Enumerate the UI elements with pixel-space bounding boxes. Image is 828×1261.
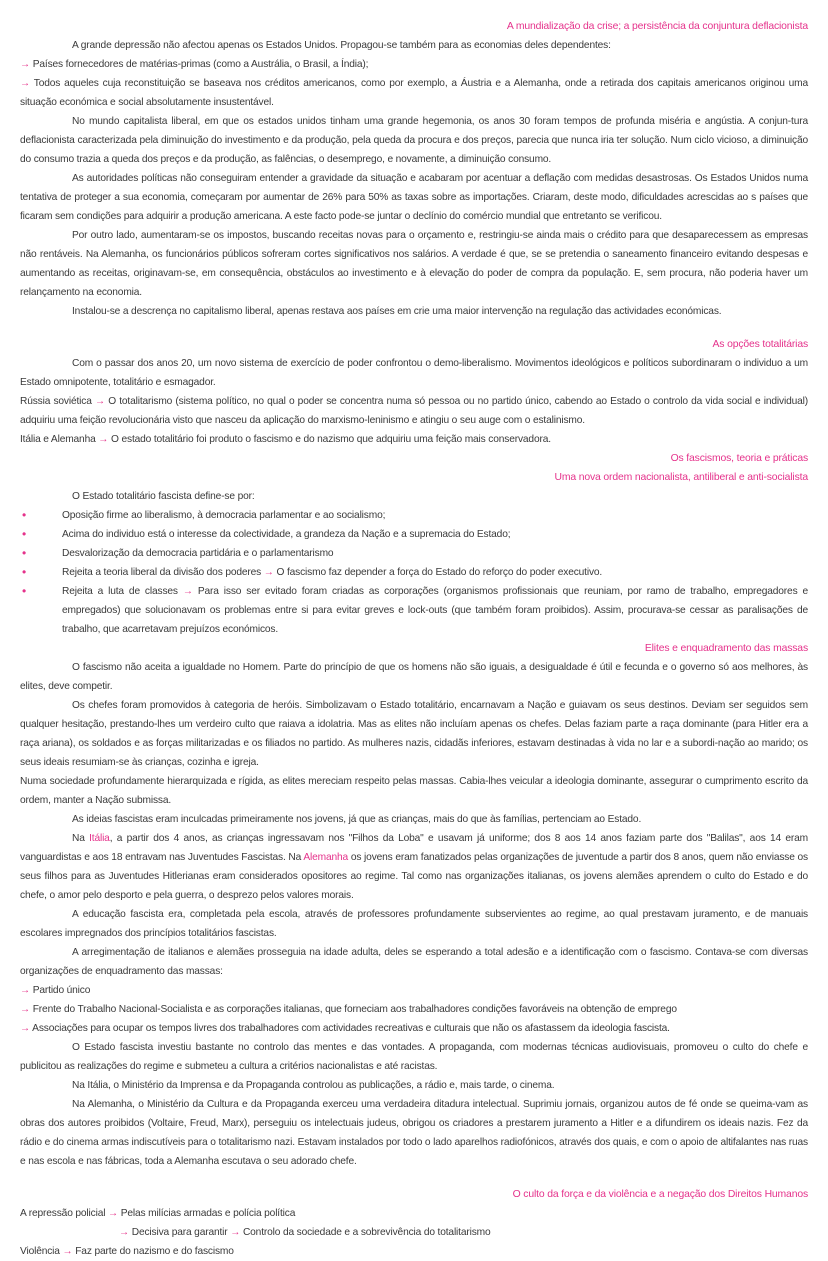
item-text: Partido único bbox=[32, 985, 91, 996]
section-heading: A mundialização da crise; a persistência da conjuntura deflacionista bbox=[506, 21, 808, 32]
paragraph: As autoridades políticas não conseguiram entender a gravidade da situação e acabaram por acentuar a deflação com medidas desastrosas. Os Estados Unidos numa tentativa de proteger a sua economia, começaram por aumentar de 26% para 50% as taxas sobre as importações. Criaram, deste modo, dificuldades acrescidas ao s países que ficaram sem condições para adquirir a produção americana. A este facto pode-se juntar o declínio do comércio mundial que entretanto se verificou. bbox=[20, 173, 808, 222]
arrow-icon: → bbox=[20, 78, 31, 89]
list-item bbox=[20, 544, 808, 563]
document-page bbox=[20, 17, 808, 1261]
arrow-icon: → bbox=[263, 567, 274, 578]
scheme-row bbox=[20, 1242, 808, 1261]
item-text: Oposição firme ao liberalismo, à democracia parlamentar e ao socialismo; bbox=[62, 510, 386, 521]
list-item bbox=[20, 506, 808, 525]
paragraph: Na Itália, o Ministério da Imprensa e da Propaganda controlou as publicações, a rádio e, mais tarde, o cinema. bbox=[72, 1080, 555, 1091]
bullet-icon: • bbox=[22, 565, 27, 579]
highlight-italia: Itália bbox=[89, 833, 110, 844]
item-text: Frente do Trabalho Nacional-Socialista e as corporações italianas, que forneciam aos trabalhadores condições favoráveis na obtenção de emprego bbox=[32, 1004, 677, 1015]
arrow-icon: → bbox=[230, 1227, 241, 1238]
arrow-item bbox=[20, 981, 808, 1000]
paragraph: A educação fascista era, completada pela escola, através de professores profundamente subservientes ao regime, ao qual prestavam juramento, e de manuais escolares impregnados dos princípios totalitários fascistas. bbox=[20, 909, 808, 939]
arrow-icon: → bbox=[98, 434, 109, 445]
item-text: Rejeita a teoria liberal da divisão dos poderes bbox=[62, 567, 262, 578]
item-text: O fascismo faz depender a força do Estado do reforço do poder executivo. bbox=[276, 567, 603, 578]
paragraph: Instalou-se a descrença no capitalismo liberal, apenas restava aos países em crie uma maior intervenção na regulação das actividades económicas. bbox=[72, 306, 722, 317]
text: O totalitarismo (sistema político, no qual o poder se concentra numa só pessoa ou no partido único, cabendo ao Estado o controlo da vida social e individual) adquiriu uma feição revolucionária visto que nasceu da aplicação do marxismo-leninismo e atingiu o seu auge com o estalinismo. bbox=[20, 396, 808, 426]
text: Faz parte do nazismo e do fascismo bbox=[75, 1246, 234, 1257]
text: Pelas milícias armadas e polícia política bbox=[120, 1208, 296, 1219]
paragraph: Por outro lado, aumentaram-se os impostos, buscando receitas novas para o orçamento e, restringiu-se ainda mais o crédito para que desaparecessem as empresas não rentáveis. Na Alemanha, os funcionários públicos sofreram cortes significativos nos salários. A verdade é que, se se pretendia o saneamento financeiro evitando despesas e aumentando as receitas, originavam-se, em consequência, obstáculos ao investimento e à elevação do poder de compra da população. E, sem procura, não poderia haver um relançamento na economia. bbox=[20, 230, 808, 298]
bullet-list bbox=[20, 506, 808, 639]
arrow-item bbox=[20, 74, 808, 112]
text: os jovens eram fanatizados pelas organizações de juventude a partir dos 8 anos, quem não enviasse os seus filhos para as Juventudes Hitlerianas eram considerados opositores ao regime. Tal como nas organizações italianas, os jovens alemães aprendem o culto do Estado e do chefe, o amor pelo desporto e pela guerra, o desprezo pelos valores morais. bbox=[20, 852, 808, 901]
arrow-icon: → bbox=[20, 1023, 31, 1034]
item-text: Associações para ocupar os tempos livres dos trabalhadores com actividades recreativas e culturais que não os afastassem da ideologia fascista. bbox=[32, 1023, 670, 1034]
arrow-item bbox=[20, 1000, 808, 1019]
arrow-icon: → bbox=[62, 1246, 73, 1257]
item-text: Para isso ser evitado foram criadas as corporações (organismos profissionais que reuniam, por ramo de trabalho, empregadores e empregados) que solucionavam os problemas entre si para evitar greves e lock-outs (que também foram proibidos). Assim, procurava-se cessar as paralisações de trabalho, que acarretavam prejuízos económicos. bbox=[62, 586, 808, 635]
section-heading: As opções totalitárias bbox=[712, 339, 808, 350]
list-item bbox=[20, 525, 808, 544]
scheme-row bbox=[20, 1223, 808, 1242]
list-item bbox=[20, 582, 808, 639]
arrow-icon: → bbox=[20, 985, 31, 996]
text: Decisiva para garantir bbox=[131, 1227, 228, 1238]
bullet-icon: • bbox=[22, 584, 27, 598]
text: , a partir dos 4 anos, as crianças ingressavam nos "Filhos da Loba" e usavam já uniforme; dos 8 aos 14 anos faziam parte dos "Balilas", aos 14 eram vanguardistas e aos 18 entravam nas Juventudes Fascistas. Na bbox=[20, 833, 808, 863]
item-text: Acima do individuo está o interesse da colectividade, a grandeza da Nação e a supremacia do Estado; bbox=[62, 529, 511, 540]
list-item bbox=[20, 563, 808, 582]
paragraph: Numa sociedade profundamente hierarquizada e rígida, as elites mereciam respeito pelas massas. Cabia-lhes veicular a ideologia dominante, assegurar o cumprimento escrito da ordem, manter a Nação submissa. bbox=[20, 776, 808, 806]
text: O estado totalitário foi produto o fascismo e do nazismo que adquiriu uma feição mais conservadora. bbox=[111, 434, 551, 445]
bullet-icon: • bbox=[22, 527, 27, 541]
arrow-icon: → bbox=[182, 586, 193, 597]
paragraph: O Estado fascista investiu bastante no controlo das mentes e das vontades. A propaganda, com modernas técnicas audiovisuais, promoveu o culto do chefe e publicitou as realizações do regime e submeteu a cultura a critérios nacionalistas e até racistas. bbox=[20, 1042, 808, 1072]
item-text: Desvalorização da democracia partidária e o parlamentarismo bbox=[62, 548, 334, 559]
arrow-item bbox=[20, 1019, 808, 1038]
paragraph: A grande depressão não afectou apenas os Estados Unidos. Propagou-se também para as economias deles dependentes: bbox=[72, 40, 611, 51]
arrow-icon: → bbox=[20, 59, 31, 70]
item-text: Países fornecedores de matérias-primas (como a Austrália, o Brasil, a Índia); bbox=[32, 59, 369, 70]
text: A repressão policial bbox=[20, 1208, 106, 1219]
paragraph bbox=[20, 829, 808, 905]
scheme-row bbox=[20, 1204, 808, 1223]
paragraph-russia bbox=[20, 392, 808, 430]
paragraph: Os chefes foram promovidos à categoria de heróis. Simbolizavam o Estado totalitário, encarnavam a Nação e guiavam os seus destinos. Deviam ser seguidos sem qualquer hesitação, prestando-lhes um verdeiro culto que raiava a idolatria. Mas as elites não incluíam apenas os chefes. Delas faziam parte a raça dominante (para Hitler era a raça ariana), os soldados e as forças militarizadas e os filiados no partido. As mulheres nazis, cidadãs inferiores, estavam destinadas à vida no lar e a subordi-nação ao marido; os seus ideais resumiam-se às crianças, cozinha e igreja. bbox=[20, 700, 808, 768]
section-heading: Elites e enquadramento das massas bbox=[644, 643, 808, 654]
text: Na bbox=[72, 833, 90, 844]
arrow-icon: → bbox=[20, 1004, 31, 1015]
paragraph: As ideias fascistas eram inculcadas primeiramente nos jovens, já que as crianças, mais do que às famílias, pertenciam ao Estado. bbox=[72, 814, 642, 825]
bullet-icon: • bbox=[22, 508, 27, 522]
paragraph: A arregimentação de italianos e alemães prosseguia na idade adulta, deles se esperando a total adesão e a identificação com o fascismo. Contava-se com diversas organizações de enquadramento das massas: bbox=[20, 947, 808, 977]
item-text: Todos aqueles cuja reconstituição se baseava nos créditos americanos, como por exemplo, a Áustria e a Alemanha, onde a retirada dos capitais americanos originou uma situação económica e social absolutamente insustentável. bbox=[20, 78, 808, 108]
paragraph: Com o passar dos anos 20, um novo sistema de exercício de poder confrontou o demo-liberalismo. Movimentos ideológicos e políticos subordinaram o individuo a um Estado omnipotente, totalitário e esmagador. bbox=[20, 358, 808, 388]
paragraph: Na Alemanha, o Ministério da Cultura e da Propaganda exerceu uma verdadeira ditadura intelectual. Suprimiu jornais, organizou autos de fé onde se queima-vam as obras dos autores proibidos (Voltaire, Freud, Marx), perseguiu os intelectuais judeus, obrigou os criadores a prestarem juramento a Hitler e a difundirem os ideais nazis. Fez da rádio e do cinema armas indiscutíveis para o totalitarismo nazi. Estavam instalados por todo o lado aparelhos radiofónicos, através dos quais, e com o apoio de altifalantes nas ruas e nas escola e nas fábricas, toda a Alemanha escutava o seu adorado chefe. bbox=[20, 1099, 808, 1167]
label: Itália e Alemanha bbox=[20, 434, 96, 445]
label: Rússia soviética bbox=[20, 396, 92, 407]
bullet-icon: • bbox=[22, 546, 27, 560]
arrow-item bbox=[20, 55, 808, 74]
arrow-icon: → bbox=[108, 1208, 119, 1219]
text: Violência bbox=[20, 1246, 60, 1257]
arrow-icon: → bbox=[119, 1227, 130, 1238]
section-heading: Os fascismos, teoria e práticas bbox=[670, 453, 808, 464]
highlight-alemanha: Alemanha bbox=[303, 852, 349, 863]
section-heading: O culto da força e da violência e a negação dos Direitos Humanos bbox=[512, 1189, 808, 1200]
item-text: Rejeita a luta de classes bbox=[62, 586, 178, 597]
paragraph-italia bbox=[20, 430, 808, 449]
arrow-icon: → bbox=[94, 396, 105, 407]
paragraph: O fascismo não aceita a igualdade no Homem. Parte do princípio de que os homens não são iguais, a desigualdade é útil e fecunda e o governo só aos melhores, às elites, deve competir. bbox=[20, 662, 808, 692]
paragraph: No mundo capitalista liberal, em que os estados unidos tinham uma grande hegemonia, os anos 30 foram tempos de profunda miséria e angústia. A conjun-tura deflacionista caracterizada pela diminuição do investimento e da produção, pela queda da procura e dos preços, parecia que nunca iria ter solução. Num ciclo vicioso, a diminuição do consumo trazia a queda dos preços e da produção, as falências, o desemprego, e novamente, a diminuição consumo. bbox=[20, 116, 808, 165]
section-subheading: Uma nova ordem nacionalista, antiliberal e anti-socialista bbox=[554, 472, 808, 483]
paragraph: O Estado totalitário fascista define-se por: bbox=[72, 491, 255, 502]
text: Controlo da sociedade e a sobrevivência do totalitarismo bbox=[242, 1227, 491, 1238]
